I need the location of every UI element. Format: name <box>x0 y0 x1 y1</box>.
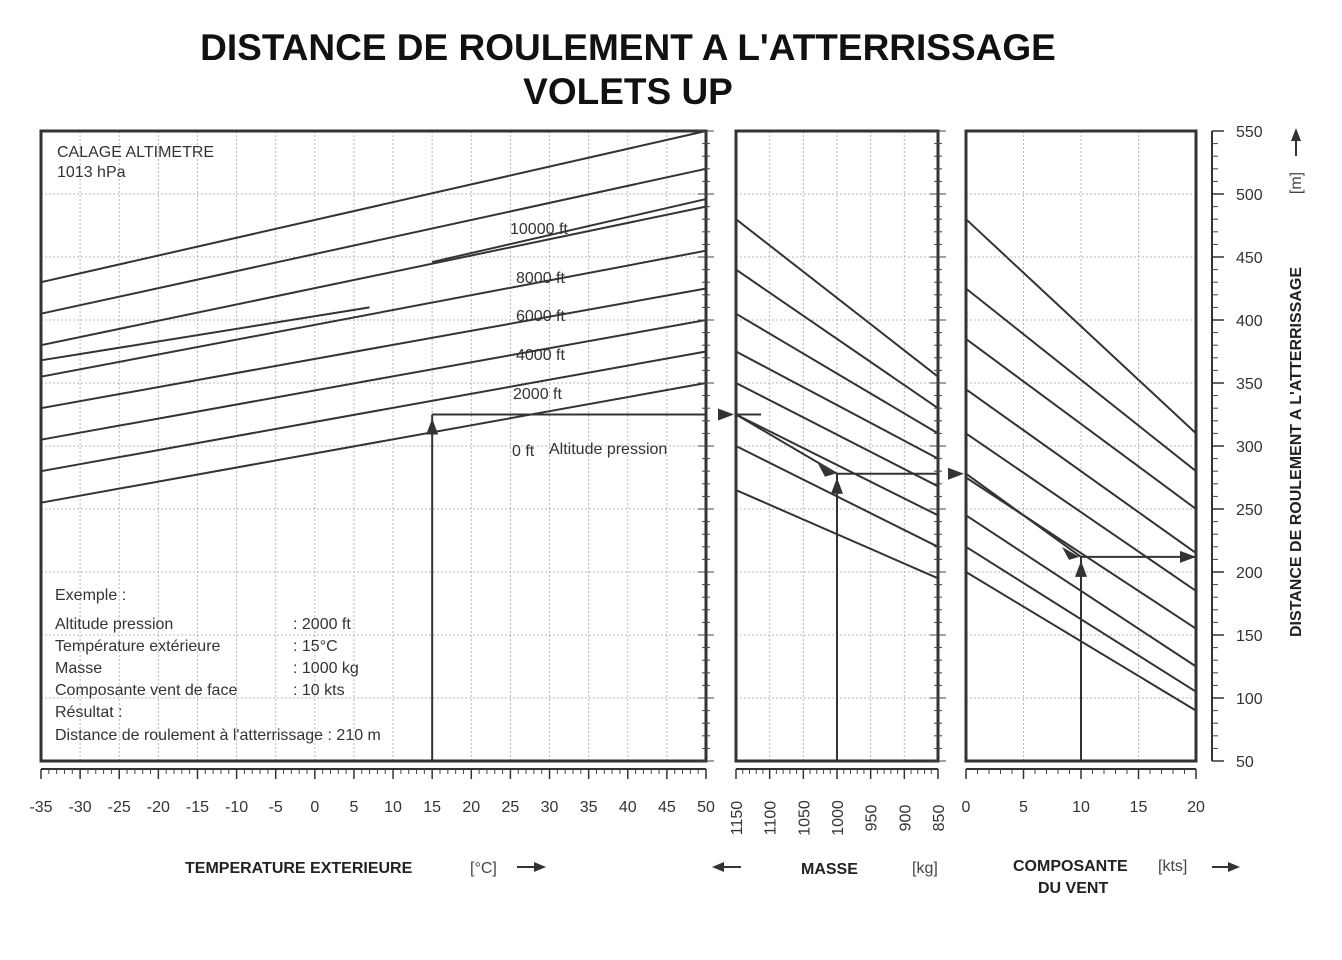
chart-subtitle: VOLETS UP <box>523 71 733 112</box>
x-tick-label: 850 <box>931 804 948 832</box>
series-line <box>41 307 370 360</box>
example-arrowhead <box>718 409 734 421</box>
example-arrowhead <box>1075 561 1087 577</box>
series-label-2000ft: 2000 ft <box>513 386 562 403</box>
example-result: Distance de roulement à l'atterrissage : 210 m <box>55 727 381 744</box>
series-label-4000ft: 4000 ft <box>516 347 565 364</box>
x-tick-label: 5 <box>1019 799 1028 816</box>
example-segment <box>736 415 837 474</box>
series-line <box>41 207 706 346</box>
y-tick-label: 50 <box>1236 754 1254 771</box>
y-tick-label: 300 <box>1236 439 1263 456</box>
x-tick-label: -35 <box>29 799 53 816</box>
example-value-masse: : 1000 kg <box>293 660 359 677</box>
x-tick-label: 40 <box>618 799 637 816</box>
series-title: Altitude pression <box>549 441 668 458</box>
example-arrowhead <box>948 468 964 480</box>
x-tick-label: 30 <box>540 799 559 816</box>
y-tick-label: 450 <box>1236 250 1263 267</box>
xunit-masse: [kg] <box>912 860 938 877</box>
example-path <box>426 409 1196 762</box>
series-line <box>736 219 938 377</box>
xlabel-vent-line2: DU VENT <box>1038 880 1109 897</box>
x-tick-label: 45 <box>657 799 676 816</box>
example-label-vent: Composante vent de face <box>55 682 238 699</box>
arrow-right-icon <box>1212 862 1240 872</box>
x-tick-label: 15 <box>423 799 442 816</box>
example-value-vent: : 10 kts <box>293 682 345 699</box>
xunit-temperature: [°C] <box>470 860 497 877</box>
y-tick-label: 500 <box>1236 187 1263 204</box>
x-tick-label: 1150 <box>729 800 746 836</box>
y-tick-label: 250 <box>1236 502 1263 519</box>
x-tick-label: 5 <box>349 799 359 816</box>
arrow-left-icon <box>712 862 741 872</box>
x-tick-label: 1050 <box>796 800 814 836</box>
y-tick-label: 350 <box>1236 376 1263 393</box>
curve-layer <box>41 131 1196 711</box>
x-tick-label: 20 <box>462 799 481 816</box>
x-tick-label: 10 <box>384 799 402 816</box>
xlabel-vent-line1: COMPOSANTE <box>1013 858 1128 875</box>
example-arrowhead <box>831 478 843 494</box>
example-label-altitude: Altitude pression <box>55 616 174 633</box>
arrow-right-icon <box>517 862 546 872</box>
x-tick-label: 35 <box>579 799 598 816</box>
example-value-altitude: : 2000 ft <box>293 616 351 633</box>
example-label-temperature: Température extérieure <box>55 638 221 655</box>
x-tick-label: -25 <box>107 799 131 816</box>
xlabel-masse: MASSE <box>801 861 858 878</box>
y-tick-label: 150 <box>1236 628 1263 645</box>
x-tick-label: 25 <box>501 799 520 816</box>
x-tick-label: 900 <box>897 804 915 832</box>
x-tick-label: 950 <box>863 804 881 832</box>
info-line-2: 1013 hPa <box>57 164 126 181</box>
info-line-1: CALAGE ALTIMETRE <box>57 144 215 161</box>
x-tick-label: -30 <box>68 799 92 816</box>
y-tick-label: 400 <box>1236 313 1263 330</box>
ylabel: DISTANCE DE ROULEMENT A L'ATTERRISSAGE <box>1288 266 1305 638</box>
x-tick-label: 1100 <box>762 800 780 836</box>
series-label-0ft: 0 ft <box>512 443 535 460</box>
example-arrowhead <box>1180 551 1196 563</box>
x-tick-label: 15 <box>1129 799 1148 816</box>
y-tick-label: 100 <box>1236 691 1263 708</box>
series-line <box>41 320 706 440</box>
example-value-temperature: : 15°C <box>293 638 338 655</box>
y-tick-label: 200 <box>1236 565 1263 582</box>
xunit-vent: [kts] <box>1158 858 1188 875</box>
series-label-10000ft: 10000 ft <box>510 221 568 238</box>
x-tick-label: 0 <box>310 799 320 816</box>
x-tick-label: 10 <box>1072 799 1090 816</box>
series-label-6000ft: 6000 ft <box>516 308 565 325</box>
yunit: [m] <box>1288 171 1305 195</box>
arrow-up-icon <box>1291 128 1301 156</box>
x-tick-label: 20 <box>1187 799 1205 816</box>
x-tick-label: -5 <box>268 799 283 816</box>
series-line <box>41 289 706 409</box>
x-tick-label: 0 <box>961 799 971 816</box>
series-label-8000ft: 8000 ft <box>516 270 565 287</box>
series-line <box>41 169 706 314</box>
x-tick-label: 50 <box>697 799 715 816</box>
example-result-label: Résultat : <box>55 704 123 721</box>
series-line <box>432 199 706 262</box>
y-tick-label: 550 <box>1236 124 1263 141</box>
x-tick-label: 1000 <box>830 800 847 836</box>
xlabel-temperature: TEMPERATURE EXTERIEURE <box>185 860 413 877</box>
x-tick-label: -10 <box>225 799 249 816</box>
example-arrowhead <box>426 419 438 435</box>
series-line <box>41 251 706 377</box>
x-tick-label: -15 <box>185 799 210 816</box>
chart-title: DISTANCE DE ROULEMENT A L'ATTERRISSAGE <box>200 27 1056 68</box>
x-tick-label: -20 <box>146 799 170 816</box>
example-label-masse: Masse <box>55 660 103 677</box>
series-line <box>736 383 938 486</box>
example-title: Exemple : <box>55 587 127 604</box>
